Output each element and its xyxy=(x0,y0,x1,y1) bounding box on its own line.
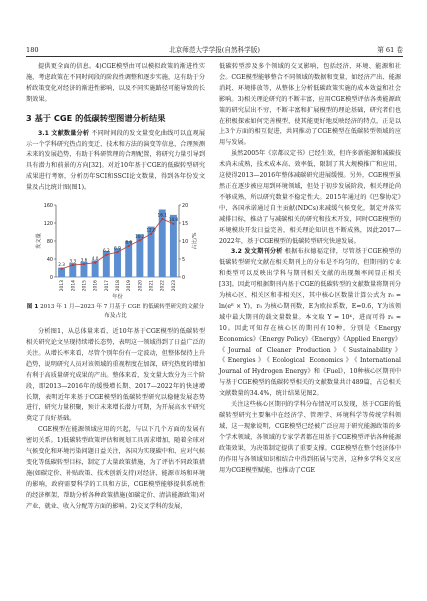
y-tick-label: 120 xyxy=(43,221,53,227)
line-point xyxy=(161,218,163,220)
figure-caption-label: 图 1 xyxy=(26,304,39,311)
journal-title: 北京师范大学学报(自然科学版) xyxy=(169,46,260,54)
line-point xyxy=(116,251,118,253)
x-tick-label: 2017 xyxy=(104,280,110,292)
data-label: 8.6 xyxy=(125,239,133,245)
section-heading: 3 基于 CGE 的低碳转型图谱分析结果 xyxy=(26,112,166,123)
subsection-3-1-label: 3.1 文献数量分析 xyxy=(38,129,90,137)
data-label: 4.0 xyxy=(91,256,99,262)
x-tick-label: 2014 xyxy=(71,280,77,292)
paragraph-kyoto: 虽然2005年《京都议定书》已经生效，但许多新能源和减碳技术尚未成熟，技术成本高、效率低，限制了其大规模推广和应用，这使得2013—2016年整体减碳研究进展缓慢。另外，CGE模型虽然正在逐步被应用到环境领域，但处于初步发展阶段，相关理论尚不够成熟，所以研究数量不稳定性大。2015年通过的《巴黎协定》中，各国承诺通过自主贡献(NDCs)来减缓气候变化，制定并落实减排目标，推动了与减碳相关的研究和技术开发，同时CGE模型的环境模块开发日益完善，相关理论知识也不断成熟，因此2017—2022年，基于CGE模型的低碳转型研究快速发展。 xyxy=(219,150,401,245)
y2-axis-label: 占比/% xyxy=(192,232,198,250)
x-tick-label: 2016 xyxy=(93,280,99,292)
subsection-3-2-label: 3.2 发文期刊分析 xyxy=(231,248,283,256)
x-tick-label: 2023 xyxy=(171,280,177,292)
data-label: 12.0 xyxy=(146,227,156,233)
y2-tick-label: 10 xyxy=(182,239,189,245)
line-point xyxy=(83,263,85,265)
x-tick-label: 2013 xyxy=(60,280,66,292)
y2-tick-label: 15 xyxy=(182,221,189,227)
x-tick-label: 2021 xyxy=(149,280,155,292)
y-tick-label: 0 xyxy=(49,275,53,281)
paragraph-continued: 低碳转型涉及多个领域的交叉影响，包括经济、环境、能源和社会。CGE模型能够整合不同领域的数据和变量，如经济产出、能源消耗、环境排放等，从整体上分析低碳政策实施的成本效益和社会影响。3)相关理论研究的不断丰富，应用CGE模型评估各类能源政策的研究层出不穷，不断丰富和扩展模型的理论基础，研究者们也在积极探索如何完善模型，使其能更好地反映经济的特点，正是以上3个方面的相互促进，共同推动了CGE模型在低碳转型领域的应用与发展。 xyxy=(219,63,401,147)
x-tick-label: 2018 xyxy=(116,280,121,292)
line-point xyxy=(139,239,141,241)
data-label: 3.3 xyxy=(69,258,77,264)
y-axis-label: 发文量 xyxy=(36,233,42,249)
y-tick-label: 80 xyxy=(46,239,53,245)
line-point xyxy=(94,262,96,264)
x-tick-label: 2019 xyxy=(127,280,133,292)
running-header xyxy=(26,44,403,57)
subsection-3-2-text: 根据布拉德福定律，尽管基于CGE模型的低碳转型研究文献在相关期刊上的分布是不均匀的，但期刊的专业和类型可以反映出学科与期刊相关文献的出现频率间显正相关[33]。因此可根据期刊内基于CGE的低碳转型的文献数量将期刊分为核心区、相关区和非相关区，其中核心区数量计算公式为 r₀ = ln(eᴱ × Y)，r₀ 为核心期刊数，E为欧拉系数，E=0.6，Y为该领域中最大期刊的载文量数量。本文取 Y = 10⁴，进而可得 r₀ ≈ 10。因此可知存在核心区的期刊有10种，分别是《Energy Economics》《Energy Policy》《Energy》《Applied Energy》《Journal of Cleaner Production》《Sustainability》《Energies》《Ecological Economics》《International Journal of Hydrogen Energy》和《Fuel》，10种核心区期刊中与基于CGE模型的低碳转型相关的文献数量共计489篇，占总相关文献数量的34.4%，统计结果见图2。 xyxy=(219,248,402,398)
intro-paragraph: 提供更全面的信息。4)CGE模型由可以模拟政策的渐进性实施，考虑政策在不同时间段的阶段性调整和逐步实施，这有助于分析政策变化对经济的渐进性影响，以及不同实施路径可能导致的长期效果。 xyxy=(26,63,205,103)
paragraph-analysis-1: 分析图1，从总体量来看，近10年基于CGE模型的低碳转型相关研究论文呈现持续增长态势，表明这一领域得到了日益广泛的关注。从增长率来看，尽管个别年份有一定波动，但整体保持上升趋势，说明研究人员对该领域的重视程度在加深，研究热度的增加有利于高质量研究成果的产出。整体来看，发文量大致分为三个阶段，即2013—2016年的缓慢增长期、2017—2022年的快速增长期，表明近年来基于CGE模型的低碳转型研究以稳健发展态势进行，研究力量积聚，预计未来增长潜力可期，为开展高水平研究奠定了良好基础。 xyxy=(26,328,205,423)
figure-caption-text: 2013 年 1 月—2023 年 7 月基于 CGE 的低碳转型研究的文献分布及占比 xyxy=(40,304,205,320)
page-number: 180 xyxy=(26,46,39,54)
data-label: 6.2 xyxy=(102,248,110,254)
bar-line-chart xyxy=(26,197,205,301)
figure-caption xyxy=(26,303,205,321)
x-tick-label: 2022 xyxy=(160,280,166,292)
line-point xyxy=(60,268,62,270)
data-label: 3.6 xyxy=(80,257,88,263)
data-label: 16.1 xyxy=(157,212,167,218)
y-tick-label: 160 xyxy=(43,203,53,209)
data-label: 10.2 xyxy=(135,233,145,239)
line-point xyxy=(150,233,152,235)
figure-1 xyxy=(26,197,205,301)
data-label: 2.3 xyxy=(58,262,65,268)
line-point xyxy=(105,254,107,256)
y-tick-label: 40 xyxy=(46,257,53,263)
x-axis-label: 年份 xyxy=(112,294,123,301)
data-label: 14.8 xyxy=(168,217,179,223)
left-column xyxy=(26,62,205,512)
volume-label: 第 61 卷 xyxy=(377,46,403,54)
line-point xyxy=(128,245,130,247)
line-point xyxy=(172,223,174,225)
x-tick-label: 2015 xyxy=(82,280,88,292)
paragraph-analysis-2: CGE模型在能源领域应用的兴起，与以下几个方面的发展有密切关系。1)低碳转型政策评估和规划工具需求增加，随着全球对气候变化和环境污染问题日益关注，各国为实现碳中和、应对气候变化等低碳转型目标，制定了大量政策措施，为了评估不同政策措施(如碳定价、补贴政策、技术创新支持)对经济、能源市场和环境的影响，政府需要科学的工具和方法，CGE模型能够提供系统性的经济框架，帮助分析各种政策措施(如碳定价、清洁能源政策)对产业、就业、收入分配等方面的影响。2)交叉学科的发展， xyxy=(26,426,205,510)
data-label: 6.9 xyxy=(114,245,121,251)
x-tick-label: 2020 xyxy=(138,280,144,292)
y2-tick-label: 0 xyxy=(182,275,186,281)
y2-tick-label: 20 xyxy=(182,203,189,209)
paragraph-core-journals: 关注这些核心区期刊的学科分布情况可以发现，基于CGE的低碳转型研究主要集中在经济学、管理学、环境科学等传统学科领域，这一现象说明，CGE模型已经被广泛应用于研究能源政策的多个学术领域，各领域的专家学者都在用基于CGE模型评估各种能源政策效果，为决策制定提供了重要支撑。CGE模型在整个经济体中的作用与各领域知识相结合中得到拓展与完善，这种多学科交叉应用为CGE模型赋能，也推动了CGE xyxy=(219,401,401,474)
subsection-3-1-text: 不同时间段的发文量变化曲线可以直观展示一个学科研究热点的变迁、技术和方法的演变等信息，合理预测未来的发展趋势，有助于科研管理的合理配置，将研究力量引导到具有潜力和前景的方向[32]。对近10年基于CGE的低碳转型研究成果进行考察，分析历年SCI和SSCI论文数量，得到各年份发文量及占比统计图(图1)。 xyxy=(26,129,205,192)
y2-tick-label: 5 xyxy=(182,257,186,263)
line-point xyxy=(72,264,74,266)
right-column xyxy=(219,62,401,476)
